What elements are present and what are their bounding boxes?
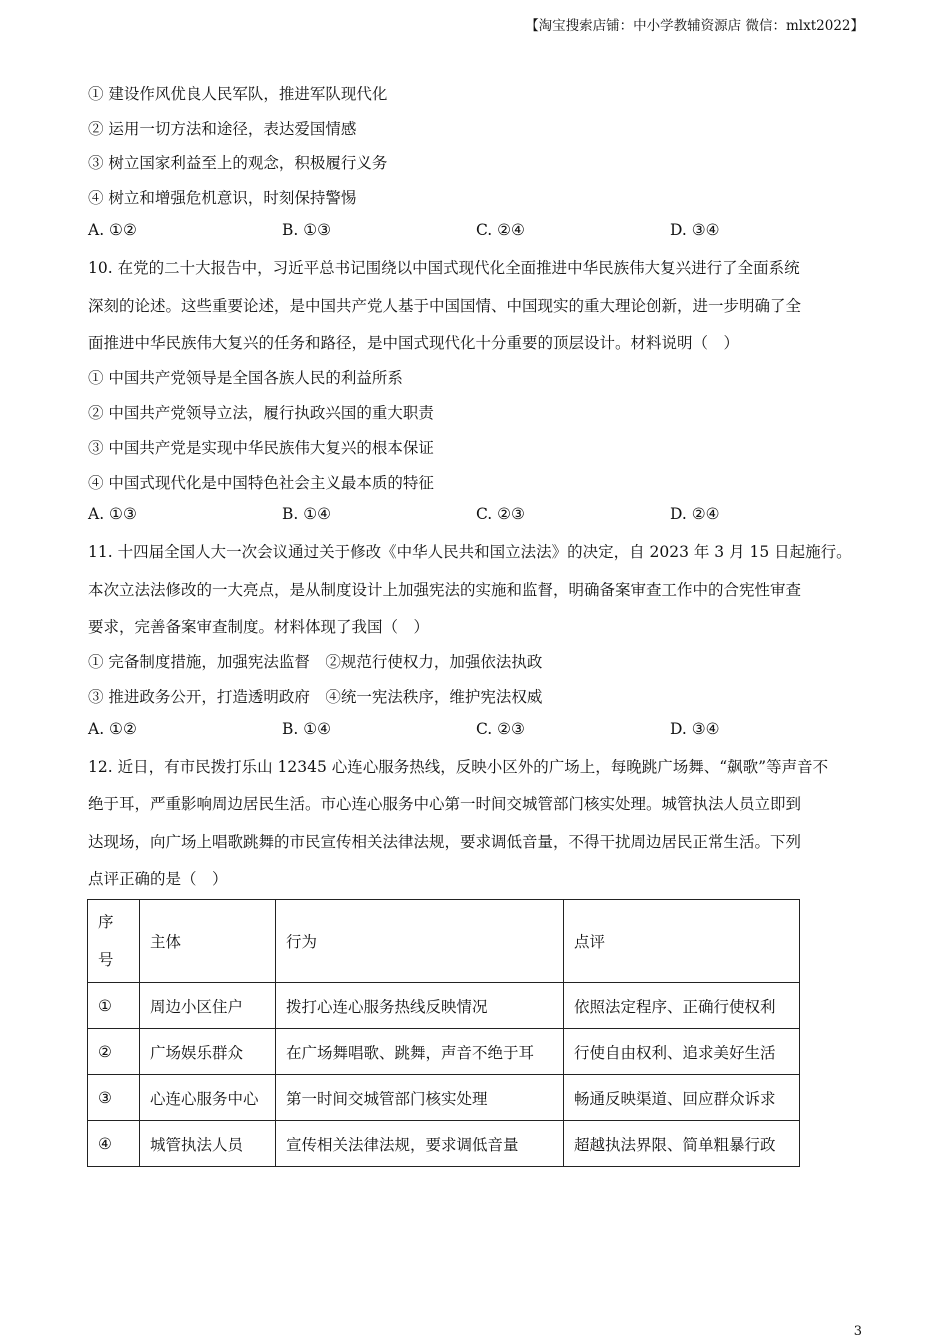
cell-comment: 依照法定程序、正确行使权利 xyxy=(564,983,800,1029)
q10-item-1: ① 中国共产党领导是全国各族人民的利益所系 xyxy=(88,369,403,387)
q11-option-c: C. ②③ xyxy=(476,720,525,738)
q10-option-c: C. ②③ xyxy=(476,505,525,523)
cell-subject: 城管执法人员 xyxy=(140,1121,276,1167)
q11-item-row-2: ③ 推进政务公开，打造透明政府 ④统一宪法秩序，维护宪法权威 xyxy=(88,688,543,706)
q12-stem-line-3: 达现场，向广场上唱歌跳舞的市民宣传相关法律法规，要求调低音量，不得干扰周边居民正常生活。下列 xyxy=(88,833,802,851)
q11-stem-line-2: 本次立法法修改的一大亮点，是从制度设计上加强宪法的实施和监督，明确备案审查工作中的合宪性审查 xyxy=(88,581,802,599)
q9-option-a: A. ①② xyxy=(88,221,137,239)
page-header: 【淘宝搜索店铺：中小学教辅资源店 微信：mlxt2022】 xyxy=(525,18,864,34)
cell-comment: 畅通反映渠道、回应群众诉求 xyxy=(564,1075,800,1121)
header-seq-char-2: 号 xyxy=(98,951,114,969)
table-header-row xyxy=(88,900,800,983)
cell-subject: 广场娱乐群众 xyxy=(140,1029,276,1075)
cell-subject: 心连心服务中心 xyxy=(140,1075,276,1121)
q10-option-b: B. ①④ xyxy=(282,505,332,523)
q11-stem-line-3: 要求，完善备案审查制度。材料体现了我国（ ） xyxy=(88,618,430,636)
table-row xyxy=(88,1029,800,1075)
q12-stem-line-1: 12. 近日，有市民拨打乐山 12345 心连心服务热线，反映小区外的广场上，每晚跳广场舞、“飙歌”等声音不 xyxy=(88,758,829,776)
q10-stem-line-2: 深刻的论述。这些重要论述，是中国共产党人基于中国国情、中国现实的重大理论创新，进一步明确了全 xyxy=(88,297,802,315)
table-row xyxy=(88,1121,800,1167)
q10-item-3: ③ 中国共产党是实现中华民族伟大复兴的根本保证 xyxy=(88,439,434,457)
q9-item-3: ③ 树立国家利益至上的观念，积极履行义务 xyxy=(88,154,388,172)
cell-action: 第一时间交城管部门核实处理 xyxy=(276,1075,564,1121)
review-table xyxy=(87,899,800,1167)
q11-option-d: D. ③④ xyxy=(670,720,720,738)
q11-option-a: A. ①② xyxy=(88,720,137,738)
header-action: 行为 xyxy=(276,900,564,983)
cell-seq: ② xyxy=(88,1029,140,1075)
page-number: 3 xyxy=(853,1324,862,1339)
cell-comment: 超越执法界限、简单粗暴行政 xyxy=(564,1121,800,1167)
cell-seq: ① xyxy=(88,983,140,1029)
q9-option-c: C. ②④ xyxy=(476,221,525,239)
q9-option-b: B. ①③ xyxy=(282,221,332,239)
q9-item-2: ② 运用一切方法和途径，表达爱国情感 xyxy=(88,120,357,138)
cell-action: 在广场舞唱歌、跳舞，声音不绝于耳 xyxy=(276,1029,564,1075)
table-row xyxy=(88,983,800,1029)
table-row xyxy=(88,1075,800,1121)
q12-stem-line-2: 绝于耳，严重影响周边居民生活。市心连心服务中心第一时间交城管部门核实处理。城管执法人员立即到 xyxy=(88,795,802,813)
cell-comment: 行使自由权利、追求美好生活 xyxy=(564,1029,800,1075)
q10-stem-line-1: 10. 在党的二十大报告中，习近平总书记围绕以中国式现代化全面推进中华民族伟大复兴进行了全面系统 xyxy=(88,259,800,277)
cell-seq: ④ xyxy=(88,1121,140,1167)
q10-stem-line-3: 面推进中华民族伟大复兴的任务和路径，是中国式现代化十分重要的顶层设计。材料说明（ ） xyxy=(88,334,740,352)
q11-item-row-1: ① 完备制度措施，加强宪法监督 ②规范行使权力，加强依法执政 xyxy=(88,653,543,671)
header-comment: 点评 xyxy=(564,900,800,983)
cell-action: 拨打心连心服务热线反映情况 xyxy=(276,983,564,1029)
q11-option-b: B. ①④ xyxy=(282,720,332,738)
q10-item-2: ② 中国共产党领导立法，履行执政兴国的重大职责 xyxy=(88,404,434,422)
q9-item-1: ① 建设作风优良人民军队，推进军队现代化 xyxy=(88,85,388,103)
q10-item-4: ④ 中国式现代化是中国特色社会主义最本质的特征 xyxy=(88,474,434,492)
header-subject: 主体 xyxy=(140,900,276,983)
cell-action: 宣传相关法律法规，要求调低音量 xyxy=(276,1121,564,1167)
q11-stem-line-1: 11. 十四届全国人大一次会议通过关于修改《中华人民共和国立法法》的决定，自 2023 年 3 月 15 日起施行。 xyxy=(88,543,852,561)
cell-seq: ③ xyxy=(88,1075,140,1121)
q9-item-4: ④ 树立和增强危机意识，时刻保持警惕 xyxy=(88,189,357,207)
header-seq-char-1: 序 xyxy=(98,913,114,931)
cell-subject: 周边小区住户 xyxy=(140,983,276,1029)
q10-option-d: D. ②④ xyxy=(670,505,720,523)
q9-option-d: D. ③④ xyxy=(670,221,720,239)
q12-stem-line-4: 点评正确的是（ ） xyxy=(88,870,228,888)
q10-option-a: A. ①③ xyxy=(88,505,137,523)
header-seq xyxy=(88,900,140,983)
